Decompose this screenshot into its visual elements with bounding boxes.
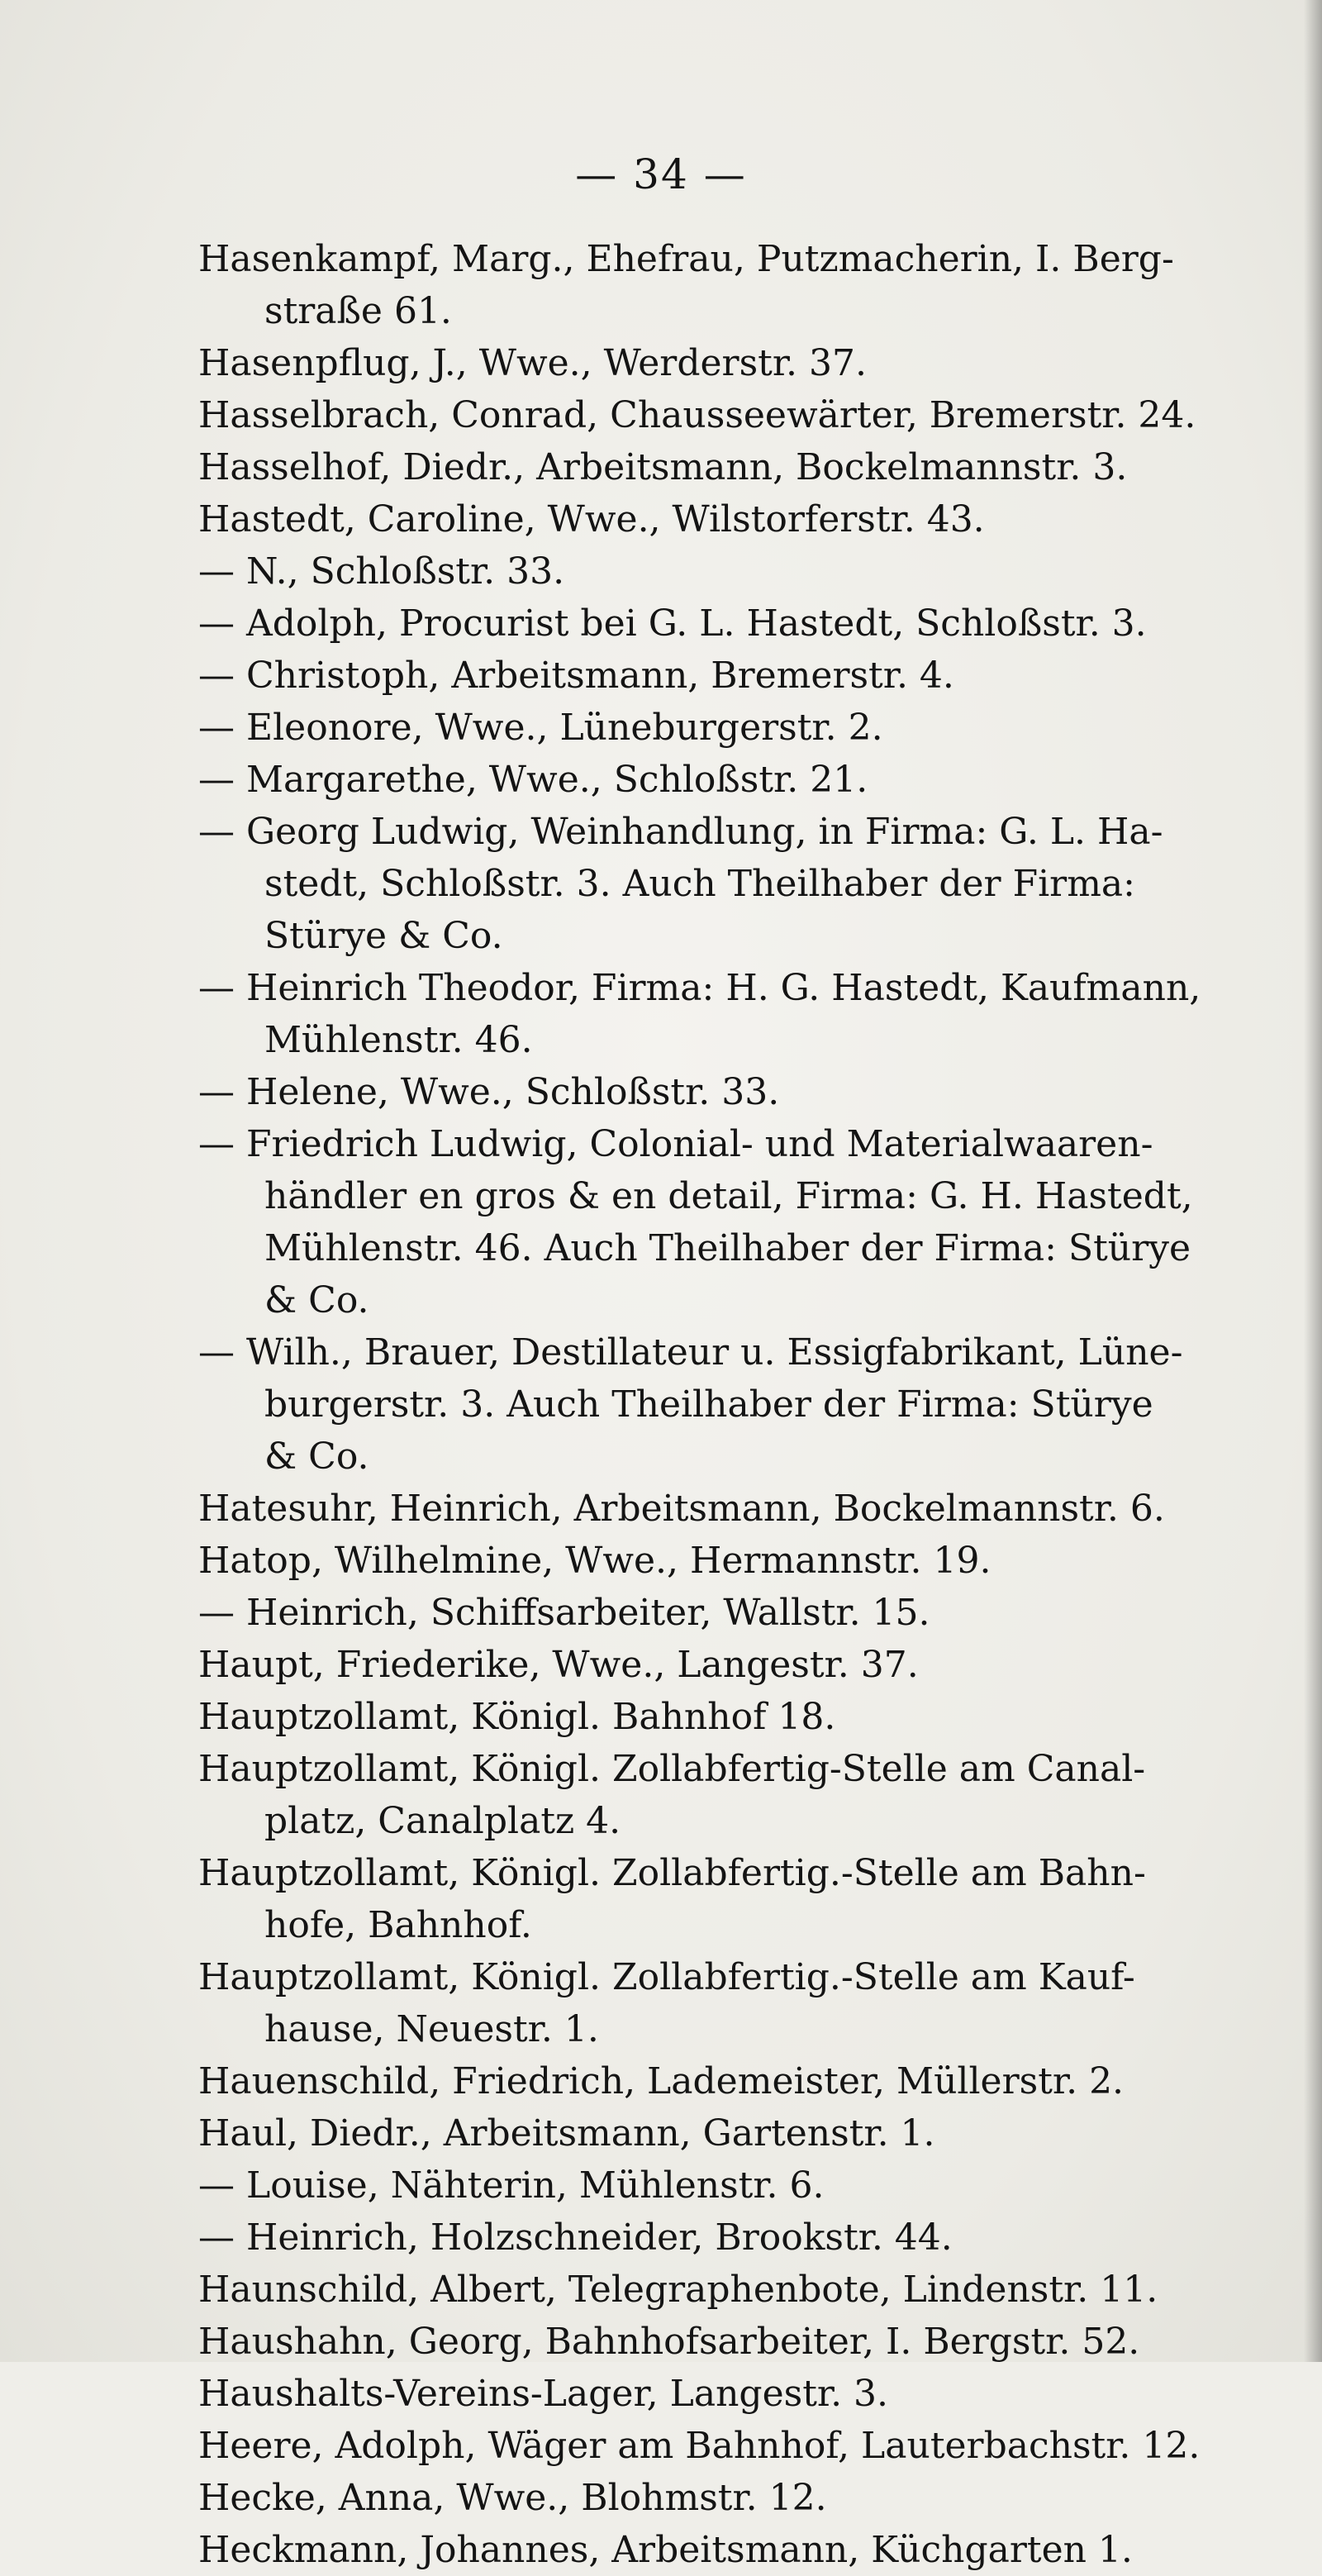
directory-entry bbox=[198, 2264, 1272, 2316]
directory-entry bbox=[198, 1066, 1272, 1118]
entry-line: — Margarethe, Wwe., Schloßstr. 21. bbox=[198, 759, 868, 801]
entry-continuation-line: stedt, Schloßstr. 3. Auch Theilhaber der Firma: bbox=[264, 863, 1135, 905]
entry-line: — Georg Ludwig, Weinhandlung, in Firma: G. L. Ha- bbox=[198, 811, 1163, 853]
directory-entry bbox=[198, 2316, 1272, 2368]
entry-line: Heere, Adolph, Wäger am Bahnhof, Lauterbachstr. 12. bbox=[198, 2425, 1201, 2467]
directory-entry bbox=[198, 1743, 1272, 1847]
entry-line: Haupt, Friederike, Wwe., Langestr. 37. bbox=[198, 1644, 919, 1686]
entry-line: Hasenpflug, J., Wwe., Werderstr. 37. bbox=[198, 342, 867, 384]
entry-line: — N., Schloßstr. 33. bbox=[198, 550, 565, 593]
entry-continuation-line: Mühlenstr. 46. Auch Theilhaber der Firma: Stürye bbox=[264, 1227, 1191, 1269]
directory-entry bbox=[198, 389, 1272, 441]
entry-continuation-line: burgerstr. 3. Auch Theilhaber der Firma: Stürye bbox=[264, 1383, 1153, 1426]
entry-line: — Heinrich, Holzschneider, Brookstr. 44. bbox=[198, 2217, 953, 2259]
entry-line: Hauenschild, Friedrich, Lademeister, Müllerstr. 2. bbox=[198, 2060, 1125, 2102]
entry-continuation-line: straße 61. bbox=[264, 290, 452, 332]
entry-continuation-line: Mühlenstr. 46. bbox=[264, 1019, 533, 1061]
directory-entry bbox=[198, 2420, 1272, 2472]
directory-entry bbox=[198, 2472, 1272, 2524]
entry-line: — Christoph, Arbeitsmann, Bremerstr. 4. bbox=[198, 655, 954, 697]
entry-continuation-line: händler en gros & en detail, Firma: G. H. Hastedt, bbox=[264, 1175, 1193, 1217]
entry-line: Hauptzollamt, Königl. Bahnhof 18. bbox=[198, 1696, 836, 1738]
entry-line: — Wilh., Brauer, Destillateur u. Essigfabrikant, Lüne- bbox=[198, 1331, 1183, 1374]
directory-entry bbox=[198, 1951, 1272, 2055]
directory-entry bbox=[198, 1483, 1272, 1535]
entry-line: Hatesuhr, Heinrich, Arbeitsmann, Bockelmannstr. 6. bbox=[198, 1488, 1165, 1530]
entry-continuation-line: platz, Canalplatz 4. bbox=[264, 1800, 621, 1842]
entry-line: — Louise, Nähterin, Mühlenstr. 6. bbox=[198, 2164, 825, 2207]
entry-line: Haushahn, Georg, Bahnhofsarbeiter, I. Bergstr. 52. bbox=[198, 2321, 1140, 2363]
entry-line: Haushalts-Vereins-Lager, Langestr. 3. bbox=[198, 2373, 889, 2415]
entry-continuation-line: & Co. bbox=[264, 1279, 369, 1321]
directory-entry bbox=[198, 545, 1272, 598]
directory-entry bbox=[198, 1118, 1272, 1326]
entry-line: — Helene, Wwe., Schloßstr. 33. bbox=[198, 1071, 780, 1113]
entry-line: — Heinrich, Schiffsarbeiter, Wallstr. 15. bbox=[198, 1592, 930, 1634]
entry-continuation-line: hause, Neuestr. 1. bbox=[264, 2008, 599, 2050]
directory-entry bbox=[198, 1847, 1272, 1951]
directory-entry bbox=[198, 598, 1272, 650]
entry-line: Hatop, Wilhelmine, Wwe., Hermannstr. 19. bbox=[198, 1540, 992, 1582]
directory-entry bbox=[198, 1691, 1272, 1743]
entry-line: — Friedrich Ludwig, Colonial- und Materialwaaren- bbox=[198, 1123, 1153, 1165]
directory-entries bbox=[198, 233, 1272, 2576]
entry-continuation-line: Stürye & Co. bbox=[264, 915, 503, 957]
directory-entry bbox=[198, 2159, 1272, 2212]
entry-line: Heckmann, Johannes, Arbeitsmann, Küchgarten 1. bbox=[198, 2529, 1133, 2571]
entry-continuation-line: & Co. bbox=[264, 1436, 369, 1478]
directory-entry bbox=[198, 1535, 1272, 1587]
entry-line: Hauptzollamt, Königl. Zollabfertig.-Stelle am Bahn- bbox=[198, 1852, 1146, 1894]
entry-line: — Heinrich Theodor, Firma: H. G. Hastedt, Kaufmann, bbox=[198, 967, 1201, 1009]
directory-entry bbox=[198, 1639, 1272, 1691]
entry-line: — Eleonore, Wwe., Lüneburgerstr. 2. bbox=[198, 707, 883, 749]
entry-line: — Adolph, Procurist bei G. L. Hastedt, Schloßstr. 3. bbox=[198, 602, 1147, 645]
directory-entry bbox=[198, 650, 1272, 702]
entry-line: Hasselhof, Diedr., Arbeitsmann, Bockelmannstr. 3. bbox=[198, 446, 1128, 488]
directory-entry bbox=[198, 1587, 1272, 1639]
directory-entry bbox=[198, 493, 1272, 545]
directory-entry bbox=[198, 1326, 1272, 1483]
entry-line: Haunschild, Albert, Telegraphenbote, Lindenstr. 11. bbox=[198, 2269, 1158, 2311]
entry-line: Hastedt, Caroline, Wwe., Wilstorferstr. 43. bbox=[198, 498, 985, 540]
directory-entry bbox=[198, 962, 1272, 1066]
directory-entry bbox=[198, 2212, 1272, 2264]
entry-line: Hauptzollamt, Königl. Zollabfertig.-Stelle am Kauf- bbox=[198, 1956, 1135, 1998]
directory-entry bbox=[198, 337, 1272, 389]
directory-entry bbox=[198, 702, 1272, 754]
entry-line: Hasenkampf, Marg., Ehefrau, Putzmacherin, I. Berg- bbox=[198, 238, 1174, 280]
entry-line: Hasselbrach, Conrad, Chausseewärter, Bremerstr. 24. bbox=[198, 394, 1196, 436]
directory-entry bbox=[198, 2368, 1272, 2420]
directory-entry bbox=[198, 2524, 1272, 2576]
directory-entry bbox=[198, 233, 1272, 337]
directory-entry bbox=[198, 2055, 1272, 2107]
directory-entry bbox=[198, 806, 1272, 962]
entry-line: Hecke, Anna, Wwe., Blohmstr. 12. bbox=[198, 2477, 827, 2519]
entry-continuation-line: hofe, Bahnhof. bbox=[264, 1904, 532, 1946]
page-number: — 34 — bbox=[575, 150, 747, 198]
entry-line: Haul, Diedr., Arbeitsmann, Gartenstr. 1. bbox=[198, 2112, 935, 2155]
directory-entry bbox=[198, 2107, 1272, 2159]
page-edge-shadow bbox=[1304, 0, 1322, 2362]
directory-entry bbox=[198, 441, 1272, 493]
directory-entry bbox=[198, 754, 1272, 806]
entry-line: Hauptzollamt, Königl. Zollabfertig-Stelle am Canal- bbox=[198, 1748, 1146, 1790]
